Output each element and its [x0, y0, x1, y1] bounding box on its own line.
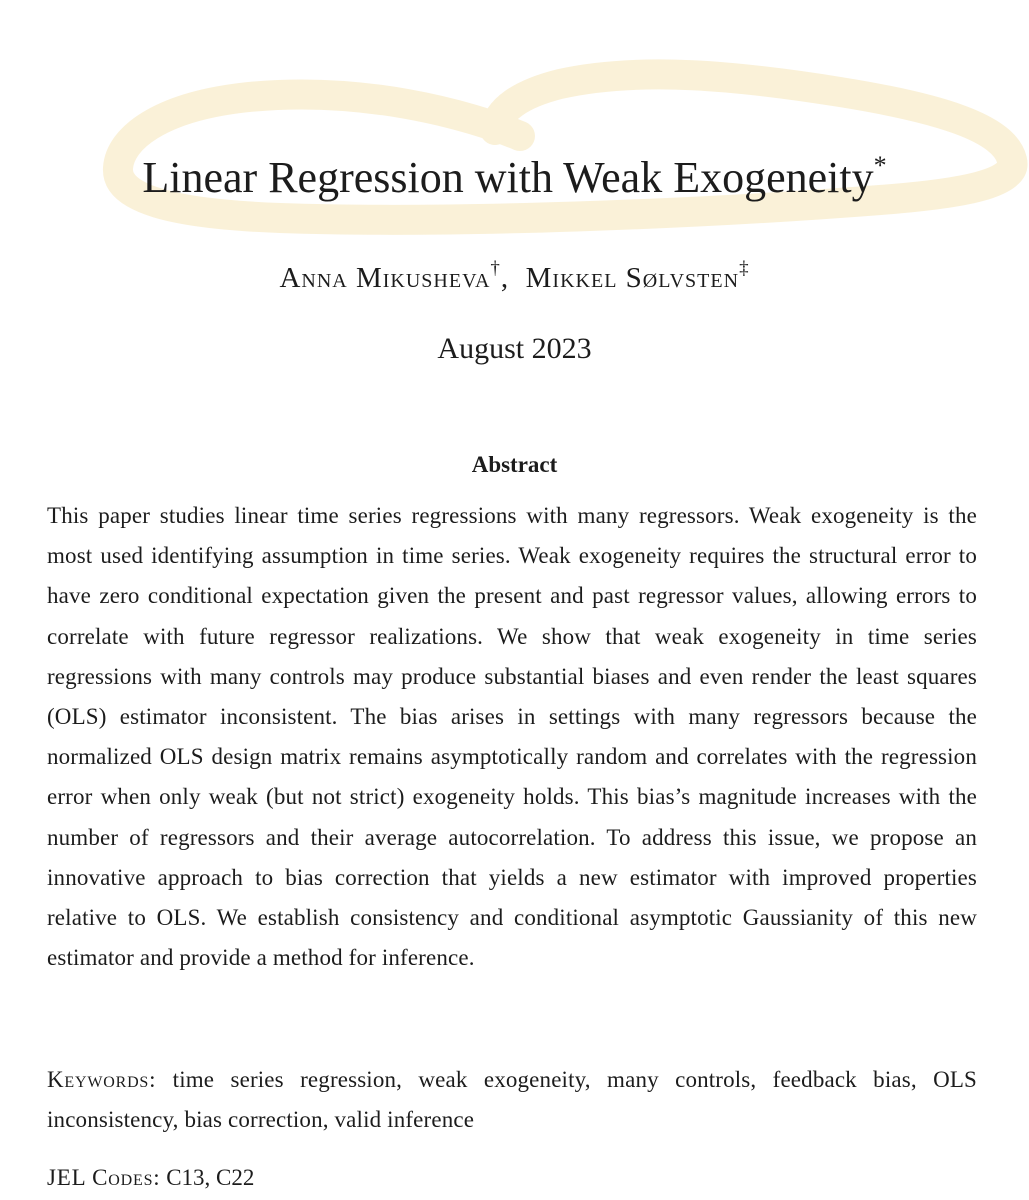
author-name: Mikkel Sølvsten: [525, 262, 740, 294]
title-text: Linear Regression with Weak Exogeneity: [142, 153, 874, 202]
author-footnote-mark: †: [490, 258, 501, 279]
title-footnote-mark: *: [873, 151, 887, 180]
author-list: [0, 258, 1029, 295]
publication-date: August 2023: [437, 332, 592, 365]
abstract-heading: Abstract: [471, 452, 558, 477]
keywords-text: time series regression, weak exogeneity, many controls, feedback bias, OLS inconsistency, bias correction, valid inference: [47, 1067, 977, 1133]
jel-codes-label: JEL Codes:: [47, 1165, 161, 1190]
keywords-section: [47, 1060, 977, 1140]
jel-codes-section: [47, 1158, 977, 1198]
paper-title: [0, 150, 1029, 206]
keywords-label: Keywords:: [47, 1067, 157, 1092]
author-separator: ,: [500, 262, 510, 294]
highlighter-annotation: [0, 0, 1029, 280]
abstract-text: This paper studies linear time series regressions with many regressors. Weak exogeneity is the most used identifying assumption in time series. Weak exogeneity requires the structural error to have zero conditional expectation given the present and past regressor values, allowing errors to correlate with future regressor realizations. We show that weak exogeneity in time series regressions with many controls may produce substantial biases and even render the least squares (OLS) estimator inconsistent. The bias arises in settings with many regressors because the normalized OLS design matrix remains asymptotically random and correlates with the regression error when only weak (but not strict) exogeneity holds. This bias’s magnitude increases with the number of regressors and their average autocorrelation. To address this issue, we propose an innovative approach to bias correction that yields a new estimator with improved properties relative to OLS. We establish consistency and conditional asymptotic Gaussianity of this new estimator and provide a method for inference.: [47, 503, 977, 971]
author-name: Anna Mikusheva: [279, 262, 491, 294]
author-footnote-mark: ‡: [739, 258, 750, 279]
jel-codes-text: C13, C22: [166, 1165, 255, 1190]
